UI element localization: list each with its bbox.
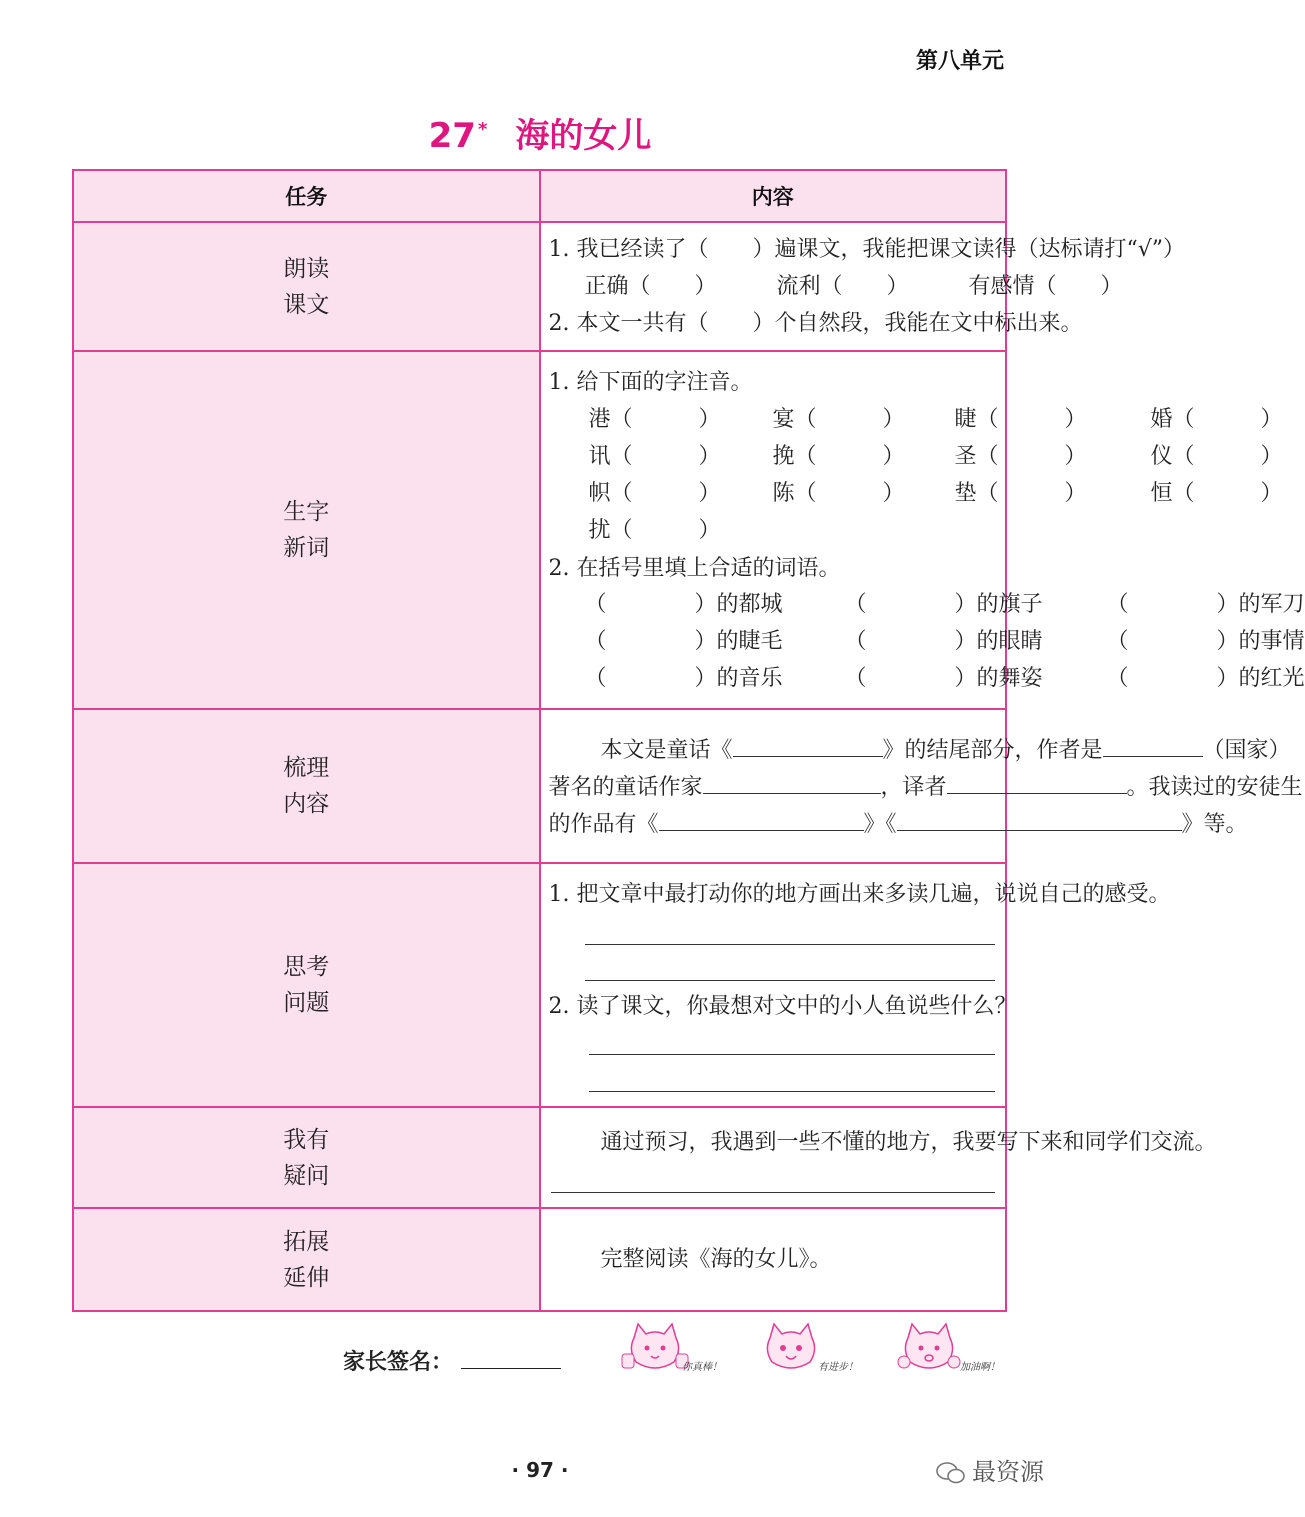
pinyin-char: 垫	[954, 481, 977, 506]
blank-work-2[interactable]	[897, 808, 1182, 831]
reading-fluent: 流利（ ）	[776, 274, 909, 299]
pinyin-item	[1151, 442, 1283, 472]
blank-author[interactable]	[1103, 734, 1203, 757]
vocab-content	[540, 351, 1305, 709]
summary-line-1: 本文是童话《 》的结尾部分，作者是 （国家）	[601, 734, 1291, 766]
phrase-item	[585, 664, 783, 694]
phrase-text: 的音乐	[716, 666, 783, 691]
pinyin-char: 帜	[588, 481, 611, 506]
phrase-item	[845, 590, 1043, 620]
phrase-text: 的红光	[1238, 666, 1305, 691]
pinyin-char: 圣	[954, 444, 977, 469]
pinyin-blank[interactable]: （ ）	[610, 481, 721, 506]
category-vocab: 生字 新词	[73, 351, 540, 709]
summary-line-2: 著名的童话作家 ，译者 。我读过的安徒生	[549, 771, 1303, 803]
phrase-blank[interactable]: （ ）	[584, 666, 717, 691]
phrase-blank[interactable]: （ ）	[584, 629, 717, 654]
pinyin-blank[interactable]: （ ）	[610, 407, 721, 432]
reading-q2: 2. 本文一共有（ ）个自然段，我能在文中标出来。	[548, 311, 1083, 336]
cat-face-icon	[756, 1318, 826, 1376]
lesson-number: 27 *	[428, 116, 488, 156]
answer-line[interactable]	[585, 944, 996, 945]
pinyin-item	[589, 479, 721, 509]
phrase-text: 的都城	[716, 592, 783, 617]
blank-story[interactable]	[733, 734, 883, 757]
signature-field[interactable]	[461, 1348, 561, 1369]
reading-content	[540, 222, 1185, 351]
pinyin-char: 婚	[1150, 407, 1173, 432]
lesson-name: 海的女儿	[515, 116, 652, 156]
pinyin-item	[773, 479, 905, 509]
pinyin-char: 陈	[772, 481, 795, 506]
pinyin-blank[interactable]: （ ）	[1172, 444, 1283, 469]
pinyin-item	[589, 516, 721, 546]
pinyin-char: 宴	[772, 407, 795, 432]
pinyin-item	[1151, 479, 1283, 509]
sticker-caption: 有进步！	[818, 1362, 858, 1373]
phrase-blank[interactable]: （ ）	[1106, 666, 1239, 691]
category-questions: 我有 疑问	[73, 1107, 540, 1208]
vocab-q2: 2. 在括号里填上合适的词语。	[548, 556, 841, 581]
reading-q1: 1. 我已经读了（ ）遍课文，我能把课文读得（达标请打“√”）	[548, 237, 1185, 262]
row-summary	[73, 709, 1006, 863]
category-extension: 拓展 延伸	[73, 1208, 540, 1311]
row-reading	[73, 222, 1006, 351]
vocab-q1: 1. 给下面的字注音。	[548, 370, 753, 395]
reading-emotion: 有感情（ ）	[968, 274, 1123, 299]
phrase-item	[845, 664, 1043, 694]
pinyin-item	[1151, 405, 1283, 435]
pinyin-item	[589, 442, 721, 472]
phrase-text: 的军刀	[1238, 592, 1305, 617]
category-summary: 梳理 内容	[73, 709, 540, 863]
pinyin-blank[interactable]: （ ）	[976, 407, 1087, 432]
pinyin-blank[interactable]: （ ）	[1172, 481, 1283, 506]
pinyin-item	[955, 405, 1087, 435]
phrase-text: 的舞姿	[976, 666, 1043, 691]
pinyin-char: 恒	[1150, 481, 1173, 506]
reading-correct: 正确（ ）	[584, 274, 717, 299]
pinyin-blank[interactable]: （ ）	[794, 407, 905, 432]
phrase-item	[1107, 627, 1305, 657]
phrase-item	[845, 627, 1043, 657]
pinyin-item	[773, 442, 905, 472]
phrase-text: 的事情	[1238, 629, 1305, 654]
extension-content	[540, 1208, 1007, 1311]
pinyin-blank[interactable]: （ ）	[976, 481, 1087, 506]
watermark	[936, 1452, 1044, 1487]
blank-writer[interactable]	[703, 771, 881, 794]
thinking-q1: 1. 把文章中最打动你的地方画出来多读几遍，说说自己的感受。	[548, 882, 1171, 907]
answer-line[interactable]	[585, 980, 996, 981]
category-reading: 朗读 课文	[73, 222, 540, 351]
thinking-content	[540, 863, 1171, 1107]
sticker-caption: 加油啊！	[960, 1362, 1000, 1373]
blank-translator[interactable]	[947, 771, 1127, 794]
header-task: 任务	[73, 170, 540, 222]
pinyin-item	[955, 442, 1087, 472]
sticker-progress	[756, 1318, 866, 1378]
sticker-caption: 你真棒！	[682, 1362, 722, 1373]
answer-line[interactable]	[551, 1192, 996, 1193]
thinking-q2: 2. 读了课文，你最想对文中的小人鱼说些什么？	[548, 994, 1017, 1019]
pinyin-char: 挽	[772, 444, 795, 469]
cat-face-icon	[894, 1318, 964, 1376]
pinyin-blank[interactable]: （ ）	[976, 444, 1087, 469]
phrase-blank[interactable]: （ ）	[584, 592, 717, 617]
blank-work-1[interactable]	[659, 808, 864, 831]
phrase-text: 的睫毛	[716, 629, 783, 654]
wechat-icon	[936, 1461, 966, 1485]
pinyin-blank[interactable]: （ ）	[610, 444, 721, 469]
row-extension	[73, 1208, 1006, 1311]
phrase-blank[interactable]: （ ）	[844, 666, 977, 691]
row-vocab	[73, 351, 1006, 709]
signature-label: 家长签名：	[343, 1350, 454, 1375]
phrase-blank[interactable]: （ ）	[844, 629, 977, 654]
phrase-blank[interactable]: （ ）	[1106, 629, 1239, 654]
questions-content	[540, 1107, 1217, 1208]
pinyin-item	[589, 405, 721, 435]
phrase-item	[585, 590, 783, 620]
row-thinking	[73, 863, 1006, 1107]
questions-text: 通过预习，我遇到一些不懂的地方，我要写下来和同学们交流。	[600, 1130, 1217, 1155]
watermark-text: 最资源	[972, 1458, 1044, 1486]
category-thinking: 思考 问题	[73, 863, 540, 1107]
phrase-item	[585, 627, 783, 657]
pinyin-blank[interactable]: （ ）	[794, 481, 905, 506]
pinyin-item	[773, 405, 905, 435]
lesson-title	[0, 108, 1080, 157]
extension-text: 完整阅读《海的女儿》。	[600, 1247, 832, 1272]
pinyin-char: 睫	[954, 407, 977, 432]
phrase-text: 的眼睛	[976, 629, 1043, 654]
page-number: · 97 ·	[511, 1458, 569, 1482]
sticker-cheer	[894, 1318, 1004, 1378]
cat-face-icon	[620, 1318, 690, 1376]
pinyin-blank[interactable]: （ ）	[1172, 407, 1283, 432]
pinyin-blank[interactable]: （ ）	[610, 518, 721, 543]
pinyin-blank[interactable]: （ ）	[794, 444, 905, 469]
phrase-blank[interactable]: （ ）	[1106, 592, 1239, 617]
pinyin-char: 讯	[588, 444, 611, 469]
answer-line[interactable]	[589, 1054, 996, 1055]
parent-signature	[343, 1345, 561, 1376]
answer-line[interactable]	[589, 1091, 996, 1092]
sticker-good	[620, 1318, 730, 1378]
summary-line-3: 的作品有《 》《 》等。	[549, 808, 1248, 840]
header-content: 内容	[540, 170, 1007, 222]
phrase-item	[1107, 664, 1305, 694]
summary-content	[540, 709, 1303, 863]
pinyin-char: 扰	[588, 518, 611, 543]
phrase-blank[interactable]: （ ）	[844, 592, 977, 617]
row-questions	[73, 1107, 1006, 1208]
phrase-item	[1107, 590, 1305, 620]
pinyin-item	[955, 479, 1087, 509]
unit-label: 第八单元	[915, 49, 1004, 74]
pinyin-char: 仪	[1150, 444, 1173, 469]
pinyin-char: 港	[588, 407, 611, 432]
phrase-text: 的旗子	[976, 592, 1043, 617]
preview-task-table	[72, 169, 1305, 1312]
